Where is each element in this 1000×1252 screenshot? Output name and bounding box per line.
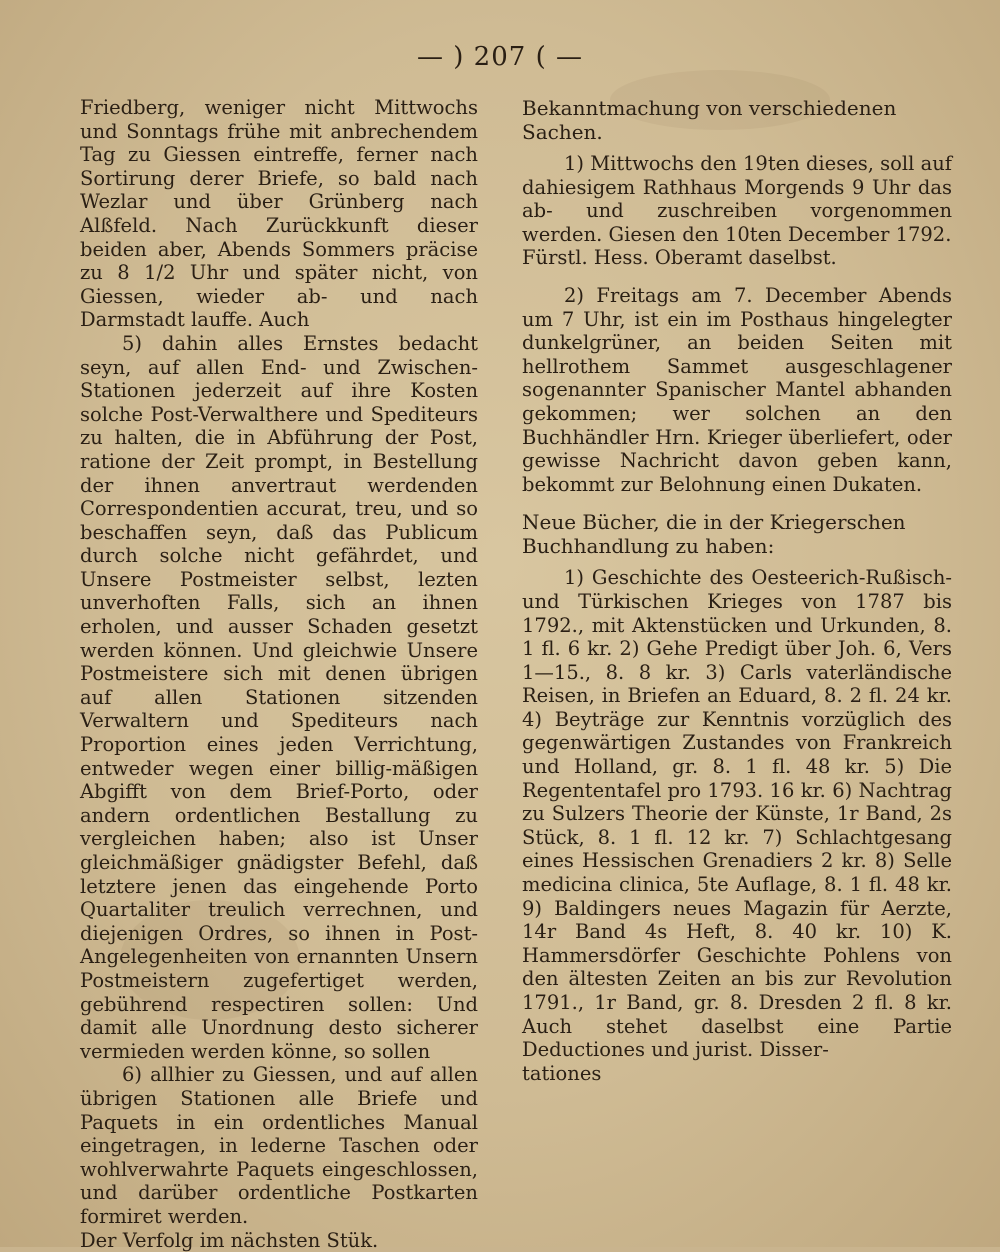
paragraph-article-5: 5) dahin alles Ernstes bedacht seyn, auf allen End- und Zwischen-Stationen jederzeit auf ihre Kosten solche Post-Verwalthere und Spediteurs zu halten, die in Abführung der Post, ratione der Zeit prompt, in Bestellung der ihnen anvertraut werdenden Correspondentien accurat, treu, und so beschaffen seyn, daß das Publicum durch solche nicht gefährdet, und Unsere Postmeister selbst, lezten unverhoften Falls, sich an ihnen erholen, und ausser Schaden gesetzt werden können. Und gleichwie Unsere Postmeistere sich mit denen übrigen auf allen Stationen sitzenden Verwaltern und Spediteurs nach Proportion eines jeden Verrichtung, entweder wegen einer billig-mäßigen Abgifft von dem Brief-Porto, oder andern ordentlichen Bestallung zu vergleichen haben; also ist Unser gleichmäßiger gnädigster Befehl, daß letztere jenen das eingehende Porto Quartaliter treulich verrechnen, und diejenigen Ordres, so ihnen in Post-Angelegenheiten von ernannten Unsern Postmeistern zugefertiget werden, gebührend respectiren sollen: Und damit alle Unordnung desto sicherer vermieden werden könne, so sollen — [80, 332, 478, 1063]
heading-new-books: Neue Bücher, die in der Kriegerschen — [522, 510, 952, 534]
spacer — [522, 144, 952, 152]
heading-new-books-line2: Buchhandlung zu haben: — [522, 534, 952, 558]
page-number-header: — ) 207 ( — — [0, 42, 1000, 72]
catchword: tationes — [522, 1062, 952, 1086]
continued-notice: Der Verfolg im nächsten Stük. — [80, 1229, 478, 1252]
heading-announcements: Bekanntmachung von verschiedenen — [522, 96, 952, 120]
announcement-item-1: 1) Mittwochs den 19ten dieses, soll auf dahiesigem Rathhaus Morgends 9 Uhr das ab- und zuschreiben vorgenommen werden. Giesen den 10ten December 1792. — [522, 152, 952, 246]
right-column — [522, 96, 952, 1085]
spacer — [522, 558, 952, 566]
signature-oberamt: Fürstl. Hess. Oberamt daselbst. — [522, 246, 952, 270]
spacer — [522, 270, 952, 284]
spacer — [522, 496, 952, 510]
left-column — [80, 96, 478, 1252]
heading-announcements-line2: Sachen. — [522, 120, 952, 144]
paragraph-postal-schedule: Friedberg, weniger nicht Mittwochs und Sonntags frühe mit anbrechendem Tag zu Giessen eintreffe, ferner nach Sortirung derer Briefe, so bald nach Wezlar und über Grünberg nach Alßfeld. Nach Zurückkunft dieser beiden aber, Abends Sommers präcise zu 8 1/2 Uhr und später nicht, von Giessen, wieder ab- und nach Darmstadt lauffe. Auch — [80, 96, 478, 332]
announcement-item-2: 2) Freitags am 7. December Abends um 7 Uhr, ist ein im Posthaus hingelegter dunkelgrüner, an beiden Seiten mit hellrothem Sammet ausgeschlagener sogenannter Spanischer Mantel abhanden gekommen; wer solchen an den Buchhändler Hrn. Krieger überliefert, oder gewisse Nachricht davon geben kann, bekommt zur Belohnung einen Dukaten. — [522, 284, 952, 496]
book-list: 1) Geschichte des Oesteerich-Rußisch- und Türkischen Krieges von 1787 bis 1792., mit Aktenstücken und Urkunden, 8. 1 fl. 6 kr. 2) Gehe Predigt über Joh. 6, Vers 1—15., 8. 8 kr. 3) Carls vaterländische Reisen, in Briefen an Eduard, 8. 2 fl. 24 kr. 4) Beyträge zur Kenntnis vorzüglich des gegenwärtigen Zustandes von Frankreich und Holland, gr. 8. 1 fl. 48 kr. 5) Die Regententafel pro 1793. 16 kr. 6) Nachtrag zu Sulzers Theorie der Künste, 1r Band, 2s Stück, 8. 1 fl. 12 kr. 7) Schlachtgesang eines Hessischen Grenadiers 2 kr. 8) Selle medicina clinica, 5te Auflage, 8. 1 fl. 48 kr. 9) Baldingers neues Magazin für Aerzte, 14r Band 4s Heft, 8. 40 kr. 10) K. Hammersdörfer Geschichte Pohlens von den ältesten Zeiten an bis zur Revolution 1791., 1r Band, gr. 8. Dresden 2 fl. 8 kr. Auch stehet daselbst eine Partie Deductiones und jurist. Disser- — [522, 566, 952, 1061]
paragraph-article-6: 6) allhier zu Giessen, und auf allen übrigen Stationen alle Briefe und Paquets in ein ordentliches Manual eingetragen, in lederne Taschen oder wohlverwahrte Paquets eingeschlossen, und darüber ordentliche Postkarten formiret werden. — [80, 1063, 478, 1228]
